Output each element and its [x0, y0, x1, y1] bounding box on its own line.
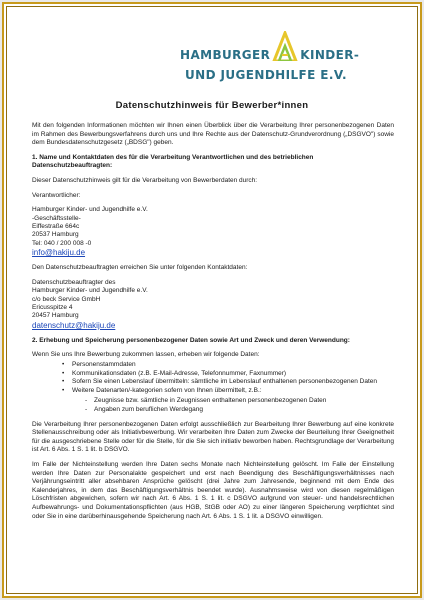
- intro-paragraph: Mit den folgenden Informationen möchten wir Ihnen einen Überblick über die Verarbeitung Ihrer personenbezogenen Daten im Rahmen des Bewerbungsverfahrens durch uns und Ihre Rechte aus der Datenschutz-Grundverordnung („DSGVO") sowie dem Bundesdatenschutzgesetz („BDSG") geben.: [32, 122, 394, 147]
- address-line: Tel: 040 / 200 008 -0: [32, 239, 92, 247]
- dpo-email-link[interactable]: datenschutz@hakiju.de: [32, 320, 116, 330]
- logo-line-2: UND JUGENDHILFE E.V.: [185, 68, 347, 82]
- address-line: Eiffestraße 664c: [32, 222, 80, 230]
- section-1-heading: 1. Name und Kontaktdaten des für die Verarbeitung Verantwortlichen und des betrieblichen Datenschutzbeauftragten:: [32, 153, 314, 170]
- address-line: Ericusspitze 4: [32, 304, 73, 311]
- list-item: - Angaben zum beruflichen Werdegang: [94, 406, 394, 415]
- logo-line-1: HAMBURGER KINDER-: [180, 48, 360, 62]
- info-email-link[interactable]: info@hakiju.de: [32, 248, 86, 258]
- document-title: Datenschutzhinweis für Bewerber*innen: [115, 100, 309, 111]
- address-line: c/o beck Service GmbH: [32, 295, 101, 303]
- dpo-address: [32, 279, 394, 321]
- address-line: -Geschäftsstelle-: [32, 214, 81, 222]
- section-2-heading: 2. Erhebung und Speicherung personenbezogener Daten sowie Art und Zweck und deren Verwendung:: [32, 336, 350, 344]
- address-line: Hamburger Kinder- und Jugendhilfe e.V.: [32, 287, 148, 295]
- address-line: 20537 Hamburg: [32, 231, 79, 239]
- dpo-intro: Den Datenschutzbeauftragten erreichen Sie unter folgenden Kontaktdaten:: [32, 264, 248, 272]
- address-line: 20457 Hamburg: [32, 312, 79, 320]
- address-line: Datenschutzbeauftragter des: [32, 278, 116, 286]
- list-item: - Zeugnisse bzw. sämtliche in Zeugnissen enthaltenen personenbezogenen Daten: [94, 397, 394, 406]
- responsible-label: Verantwortlicher:: [32, 191, 81, 199]
- list-item: • Weitere Datenarten/-kategorien sofern von Ihnen übermittelt, z.B.:: [72, 387, 394, 396]
- list-item: • Personenstammdaten: [72, 361, 394, 370]
- list-item: • Sofern Sie einen Lebenslauf übermitteln: sämtliche im Lebenslauf enthaltenen personenbezogenen Daten: [72, 378, 394, 387]
- retention-paragraph: Im Falle der Nichteinstellung werden Ihre Daten sechs Monate nach Nichteinstellung gelöscht. Im Falle der Einstellung werden Ihre Daten zur Personalakte gespeichert und erst nach Beendigung des Beschäftigungsverhältnisses nach Verjährungseintritt aller absehbaren Ansprüche gelöscht (drei Jahre zum Jahresende, beginnend mit dem Ende des Kalenderjahres, in dem das Beschäftigungsverhältnis beendet wurde). Ausnahmsweise wird von diesen regelmäßigen Löschfristen abgewichen, sofern wir nach Art. 6 Abs. 1 S. 1 lit. c DSGVO aufgrund von steuer- und handelsrechtlichen Aufbewahrungs- und Dokumentationspflichten (aus HGB, StGB oder AO) zu einer längeren Speicherung verpflichtet sind oder Sie in eine darüberhinausgehende Speicherung nach Art. 6 Abs. 1 S. 1 lit. a DSGVO einwilligen.: [32, 460, 394, 520]
- data-categories-list: [32, 361, 394, 395]
- list-item: • Kommunikationsdaten (z.B. E-Mail-Adresse, Telefonnummer, Faxnummer): [72, 370, 394, 379]
- address-line: Hamburger Kinder- und Jugendhilfe e.V.: [32, 206, 148, 214]
- section-1-scope: Dieser Datenschutzhinweis gilt für die Verarbeitung von Bewerberdaten durch:: [32, 176, 258, 184]
- document-body: [32, 122, 394, 527]
- section-2-lead: Wenn Sie uns Ihre Bewerbung zukommen lassen, erheben wir folgende Daten:: [32, 351, 260, 359]
- hakiju-logo: [180, 29, 385, 89]
- data-subcategories-list: [32, 397, 394, 414]
- responsible-address: [32, 206, 394, 248]
- document-page: [2, 2, 422, 598]
- processing-paragraph: Die Verarbeitung Ihrer personenbezogenen Daten erfolgt ausschließlich zur Bearbeitung Ihrer Bewerbung auf eine konkrete Stellenausschreibung oder als Initiativbewerbung. Wir verarbeiten Ihre Daten zum Zwecke der Beurteilung Ihrer Geeignetheit für die ausgeschriebene Stelle oder für die Stelle, für die Sie sich initiativ beworben haben. Rechtsgrundlage der Verarbeitung ist Art. 6 Abs. 1 S. 1 lit. b DSGVO.: [32, 420, 394, 454]
